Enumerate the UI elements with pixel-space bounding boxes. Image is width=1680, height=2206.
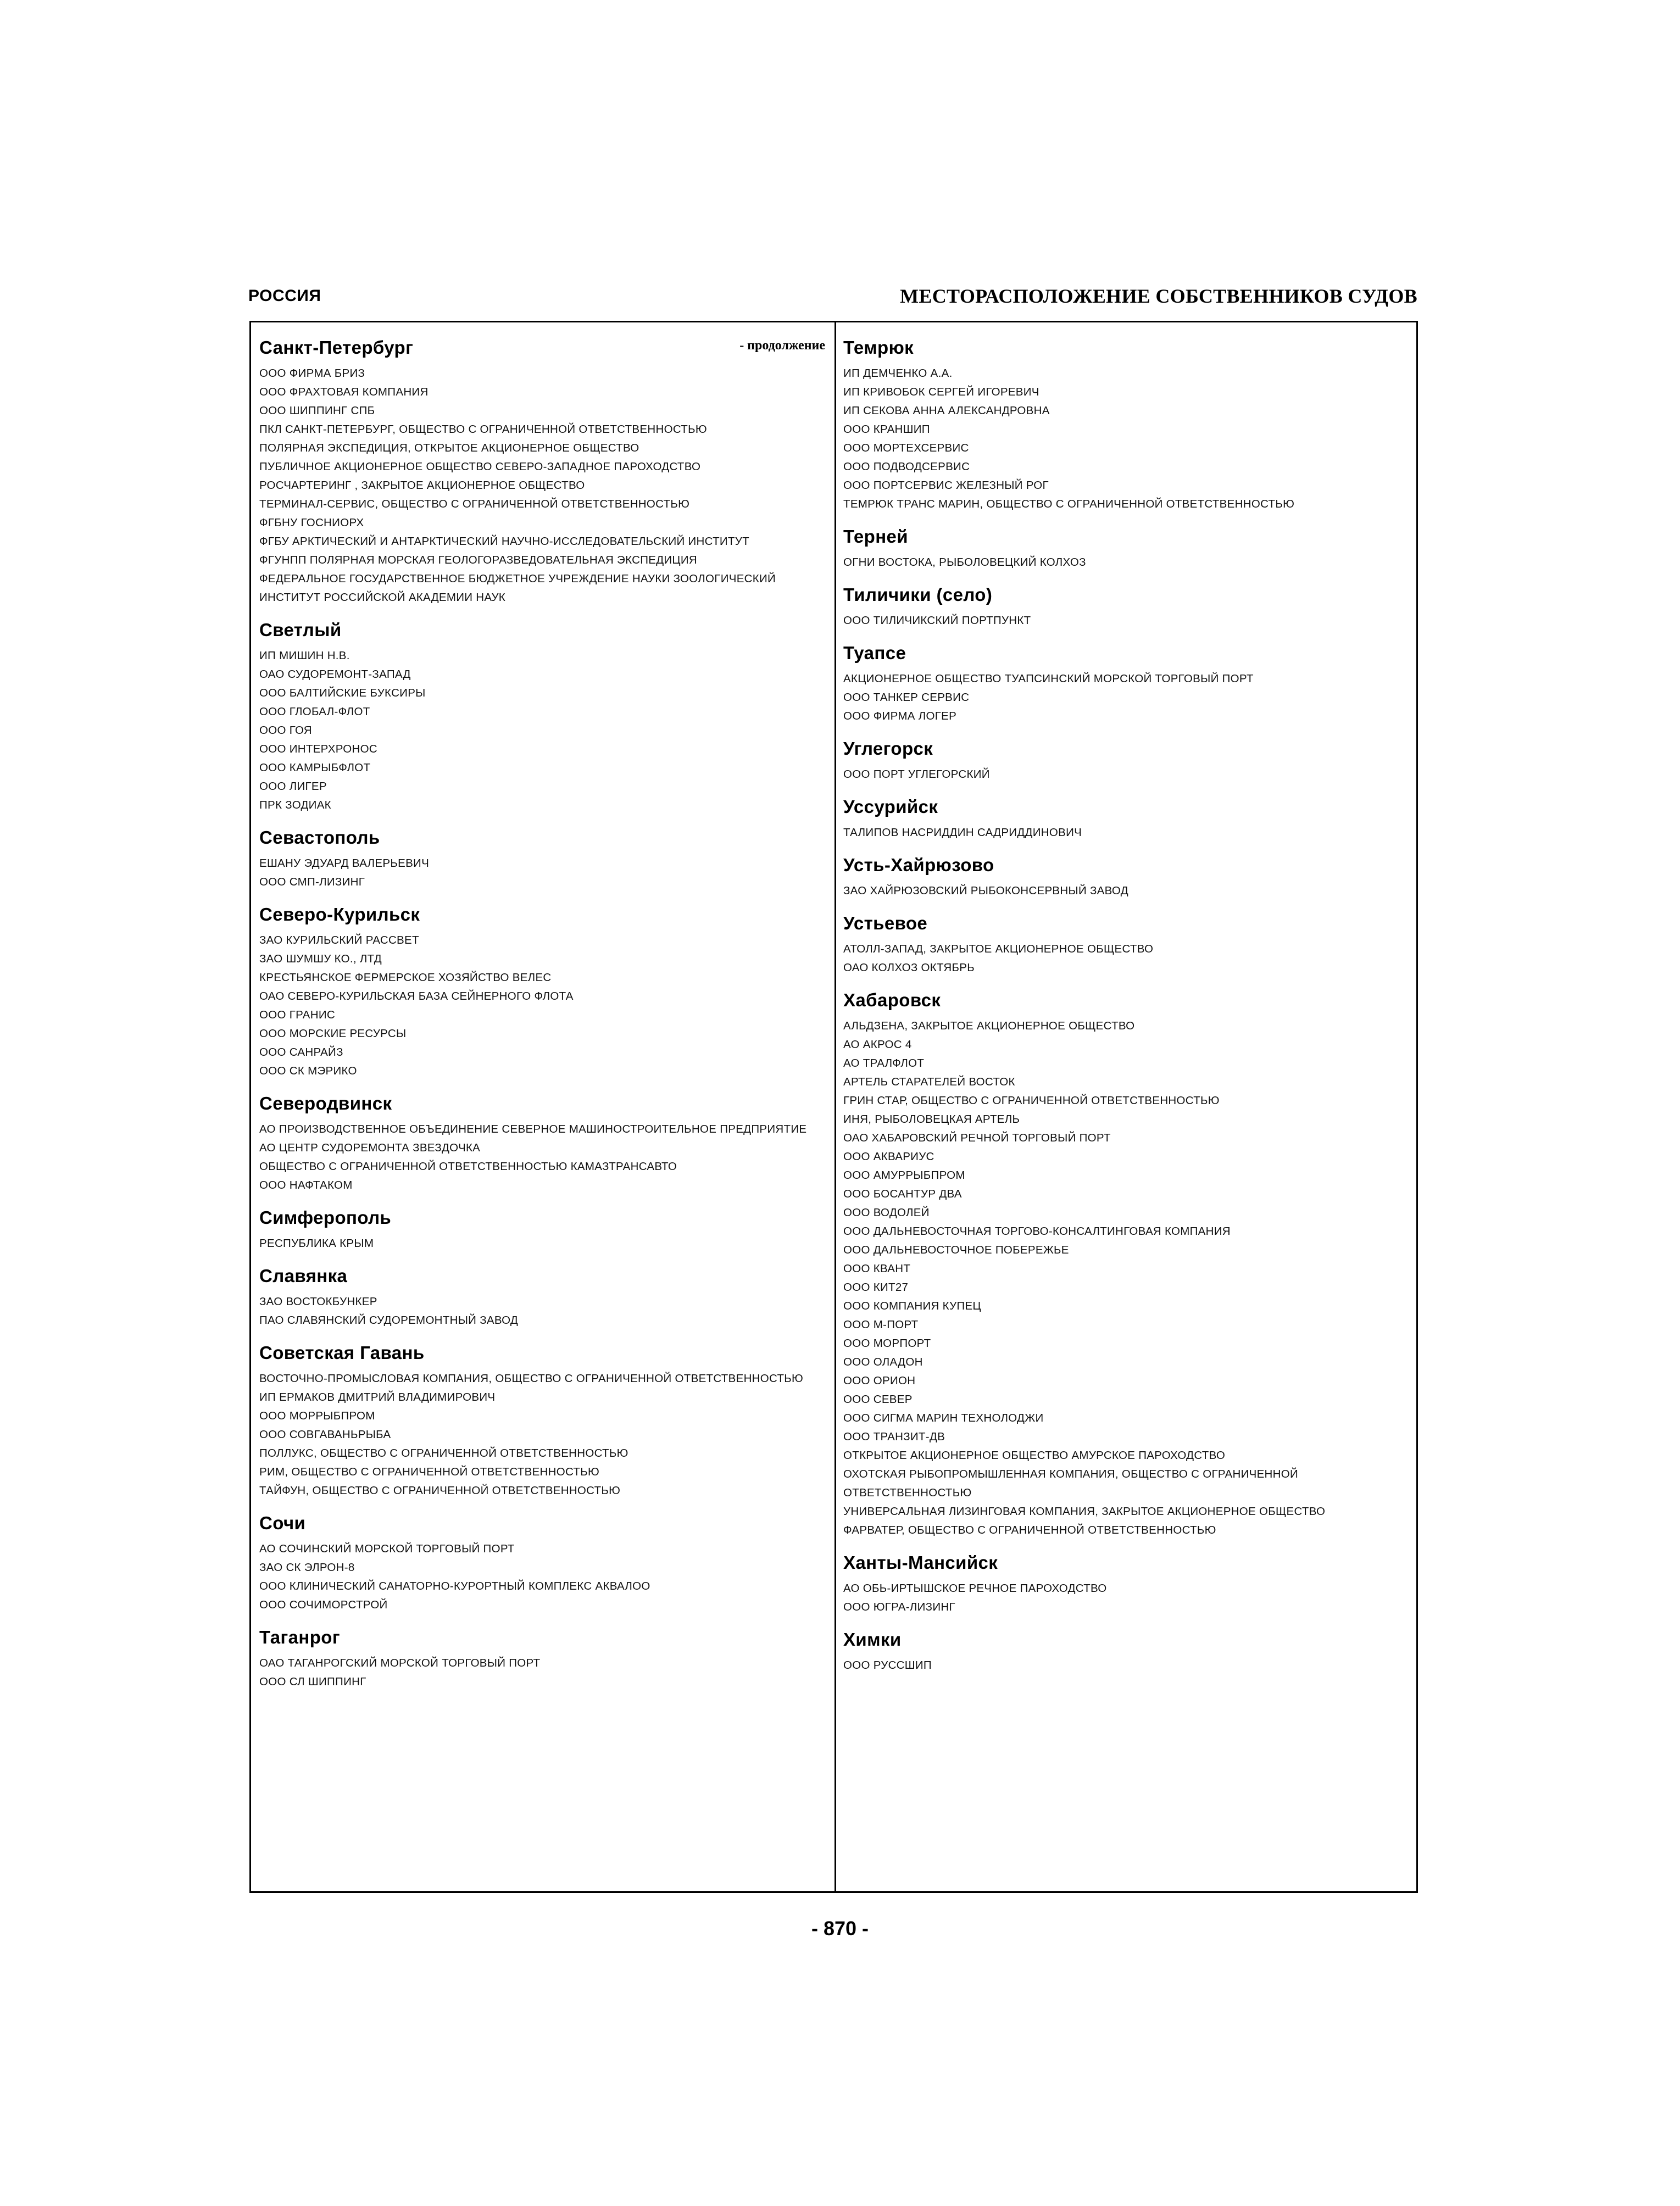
owner-entry: ПКЛ САНКТ-ПЕТЕРБУРГ, ОБЩЕСТВО С ОГРАНИЧЕННОЙ ОТВЕТСТВЕННОСТЬЮ [259,423,707,436]
owner-entry: АО ТРАЛФЛОТ [843,1057,925,1069]
city-heading-row [259,615,825,645]
city-heading-row [843,1547,1409,1578]
city-heading: Славянка [259,1266,348,1286]
owner-entry: ООО НАФТАКОМ [259,1179,353,1191]
owner-entry: ЕШАНУ ЭДУАРД ВАЛЕРЬЕВИЧ [259,857,430,870]
city-heading: Тиличики (село) [843,584,993,605]
owner-list [259,1120,825,1195]
owner-entry: ООО МОРСКИЕ РЕСУРСЫ [259,1027,407,1040]
owner-list [843,940,1409,977]
city-section-усть-хайрюзово [843,850,1409,900]
city-section-северодвинск [259,1088,825,1195]
owner-entry: ООО ФИРМА БРИЗ [259,367,365,380]
owner-entry: ФЕДЕРАЛЬНОЕ ГОСУДАРСТВЕННОЕ БЮДЖЕТНОЕ УЧРЕЖДЕНИЕ НАУКИ ЗООЛОГИЧЕСКИЙ ИНСТИТУТ РОССИЙСКОЙ АКАДЕМИИ НАУК [259,572,776,604]
owner-entry: ООО БАЛТИЙСКИЕ БУКСИРЫ [259,687,426,699]
running-head-title: МЕСТОРАСПОЛОЖЕНИЕ СОБСТВЕННИКОВ СУДОВ [900,285,1417,307]
owner-entry: ООО ПОРТСЕРВИС ЖЕЛЕЗНЫЙ РОГ [843,479,1049,492]
city-heading: Химки [843,1629,902,1650]
city-heading: Светлый [259,620,342,640]
owner-entry: ООО САНРАЙЗ [259,1046,343,1059]
right-column [843,332,1409,1683]
owner-list [843,1017,1409,1540]
owner-entry: ЗАО СК ЭЛРОН-8 [259,1561,355,1574]
owner-entry: АО ОБЬ-ИРТЫШСКОЕ РЕЧНОЕ ПАРОХОДСТВО [843,1582,1107,1595]
owner-entry: ПУБЛИЧНОЕ АКЦИОНЕРНОЕ ОБЩЕСТВО СЕВЕРО-ЗАПАДНОЕ ПАРОХОДСТВО [259,460,701,473]
owner-entry: РЕСПУБЛИКА КРЫМ [259,1237,374,1250]
city-heading-row [259,1622,825,1653]
owner-entry: ПРК ЗОДИАК [259,799,331,811]
city-section-терней [843,521,1409,572]
city-heading-row [259,822,825,853]
owner-entry: АО АКРОС 4 [843,1038,912,1051]
owner-entry: ОХОТСКАЯ РЫБОПРОМЫШЛЕННАЯ КОМПАНИЯ, ОБЩЕСТВО С ОГРАНИЧЕННОЙ ОТВЕТСТВЕННОСТЬЮ [843,1468,1299,1499]
owner-entry: ООО КРАНШИП [843,423,930,436]
city-heading: Северодвинск [259,1093,392,1113]
owner-entry: ООО СМП-ЛИЗИНГ [259,876,365,888]
owner-entry: ОАО ТАГАНРОГСКИЙ МОРСКОЙ ТОРГОВЫЙ ПОРТ [259,1657,541,1669]
owner-entry: ООО АКВАРИУС [843,1150,934,1163]
owner-list [843,765,1409,784]
city-heading: Севастополь [259,827,380,848]
owner-entry: ПОЛЛУКС, ОБЩЕСТВО С ОГРАНИЧЕННОЙ ОТВЕТСТВЕННОСТЬЮ [259,1447,628,1459]
owner-entry: ООО КИТ27 [843,1281,909,1294]
owner-entry: КРЕСТЬЯНСКОЕ ФЕРМЕРСКОЕ ХОЗЯЙСТВО ВЕЛЕС [259,971,552,984]
owner-entry: ООО КАМРЫБФЛОТ [259,761,371,774]
city-heading: Усть-Хайрюзово [843,855,994,875]
owner-entry: ООО МОРПОРТ [843,1337,931,1350]
owner-list [259,364,825,607]
continued-note: - продолжение [739,338,825,353]
listing-frame [249,321,1418,1893]
owner-entry: ТЕРМИНАЛ-СЕРВИС, ОБЩЕСТВО С ОГРАНИЧЕННОЙ ОТВЕТСТВЕННОСТЬЮ [259,498,690,510]
owner-entry: ТАЙФУН, ОБЩЕСТВО С ОГРАНИЧЕННОЙ ОТВЕТСТВЕННОСТЬЮ [259,1484,621,1497]
page-number: - 870 - [811,1917,869,1940]
owner-list [259,931,825,1080]
city-heading-row [843,792,1409,822]
city-heading-row [843,985,1409,1016]
column-divider [835,322,836,1891]
owner-entry: ООО ОРИОН [843,1374,916,1387]
owner-entry: АРТЕЛЬ СТАРАТЕЛЕЙ ВОСТОК [843,1076,1015,1088]
owner-entry: ООО ФИРМА ЛОГЕР [843,710,957,722]
owner-entry: ООО РУССШИП [843,1659,932,1672]
owner-entry: ООО МОРРЫБПРОМ [259,1410,375,1422]
owner-entry: ТАЛИПОВ НАСРИДДИН САДРИДДИНОВИЧ [843,826,1082,839]
owner-entry: ПАО СЛАВЯНСКИЙ СУДОРЕМОНТНЫЙ ЗАВОД [259,1314,519,1327]
owner-entry: ООО ДАЛЬНЕВОСТОЧНАЯ ТОРГОВО-КОНСАЛТИНГОВАЯ КОМПАНИЯ [843,1225,1231,1238]
city-heading: Симферополь [259,1207,392,1228]
owner-entry: АКЦИОНЕРНОЕ ОБЩЕСТВО ТУАПСИНСКИЙ МОРСКОЙ ТОРГОВЫЙ ПОРТ [843,672,1254,685]
owner-entry: ООО ЮГРА-ЛИЗИНГ [843,1601,955,1613]
city-section-ханты-мансийск [843,1547,1409,1617]
city-heading-row [843,850,1409,881]
owner-entry: ИП ЕРМАКОВ ДМИТРИЙ ВЛАДИМИРОВИЧ [259,1391,496,1403]
owner-entry: ОАО КОЛХОЗ ОКТЯБРЬ [843,961,975,974]
city-section-славянка [259,1261,825,1330]
city-section-таганрог [259,1622,825,1691]
city-heading-row [843,638,1409,669]
city-heading-row [259,1088,825,1119]
owner-entry: АТОЛЛ-ЗАПАД, ЗАКРЫТОЕ АКЦИОНЕРНОЕ ОБЩЕСТВО [843,943,1154,955]
owner-entry: ВОСТОЧНО-ПРОМЫСЛОВАЯ КОМПАНИЯ, ОБЩЕСТВО С ОГРАНИЧЕННОЙ ОТВЕТСТВЕННОСТЬЮ [259,1372,804,1385]
owner-entry: ООО МОРТЕХСЕРВИС [843,442,969,454]
owner-entry: ОГНИ ВОСТОКА, РЫБОЛОВЕЦКИЙ КОЛХОЗ [843,556,1086,569]
owner-entry: ФГБНУ ГОСНИОРХ [259,516,364,529]
owner-entry: ОАО СЕВЕРО-КУРИЛЬСКАЯ БАЗА СЕЙНЕРНОГО ФЛОТА [259,990,574,1002]
city-section-севастополь [259,822,825,892]
owner-entry: ООО ТРАНЗИТ-ДВ [843,1430,945,1443]
city-heading: Устьевое [843,913,928,933]
city-heading-row [843,521,1409,552]
owner-list [259,1540,825,1614]
city-heading: Туапсе [843,643,906,663]
owner-entry: ООО ГОЯ [259,724,312,737]
owner-list [843,611,1409,630]
city-heading-row [259,1261,825,1291]
city-section-тиличики-село [843,580,1409,630]
owner-entry: ЗАО КУРИЛЬСКИЙ РАССВЕТ [259,934,419,946]
owner-entry: ЗАО ХАЙРЮЗОВСКИЙ РЫБОКОНСЕРВНЫЙ ЗАВОД [843,884,1128,897]
owner-entry: ООО ТАНКЕР СЕРВИС [843,691,970,704]
owner-entry: ФГБУ АРКТИЧЕСКИЙ И АНТАРКТИЧЕСКИЙ НАУЧНО-ИССЛЕДОВАТЕЛЬСКИЙ ИНСТИТУТ [259,535,749,548]
owner-entry: ИП МИШИН Н.В. [259,649,350,662]
owner-list [843,882,1409,900]
owner-list [843,823,1409,842]
city-heading-row [843,580,1409,610]
owner-entry: РОСЧАРТЕРИНГ , ЗАКРЫТОЕ АКЦИОНЕРНОЕ ОБЩЕСТВО [259,479,585,492]
owner-entry: ООО СОВГАВАНЬРЫБА [259,1428,391,1441]
owner-list [843,1656,1409,1675]
owner-list [843,1579,1409,1617]
city-heading: Ханты-Мансийск [843,1552,998,1573]
city-section-туапсе [843,638,1409,726]
owner-entry: ООО КВАНТ [843,1262,911,1275]
owner-entry: ООО ФРАХТОВАЯ КОМПАНИЯ [259,386,429,398]
owner-entry: ПОЛЯРНАЯ ЭКСПЕДИЦИЯ, ОТКРЫТОЕ АКЦИОНЕРНОЕ ОБЩЕСТВО [259,442,639,454]
owner-entry: ООО ОЛАДОН [843,1356,923,1368]
owner-entry: ООО ДАЛЬНЕВОСТОЧНОЕ ПОБЕРЕЖЬЕ [843,1244,1069,1256]
owner-entry: ООО СОЧИМОРСТРОЙ [259,1598,388,1611]
city-heading-row [843,908,1409,939]
city-section-светлый [259,615,825,815]
owner-list [843,364,1409,514]
owner-entry: ООО СК МЭРИКО [259,1065,357,1077]
city-heading-row [843,1624,1409,1655]
owner-entry: ООО ПОРТ УГЛЕГОРСКИЙ [843,768,990,781]
city-heading: Уссурийск [843,796,938,817]
owner-entry: ОТКРЫТОЕ АКЦИОНЕРНОЕ ОБЩЕСТВО АМУРСКОЕ ПАРОХОДСТВО [843,1449,1226,1462]
owner-entry: АО ЦЕНТР СУДОРЕМОНТА ЗВЕЗДОЧКА [259,1141,481,1154]
city-section-химки [843,1624,1409,1675]
city-section-санкт-петербург [259,332,825,607]
owner-entry: ООО ТИЛИЧИКСКИЙ ПОРТПУНКТ [843,614,1031,627]
owner-entry: ЗАО ШУМШУ КО., ЛТД [259,952,382,965]
city-heading-row [259,332,825,363]
owner-entry: ООО КЛИНИЧЕСКИЙ САНАТОРНО-КУРОРТНЫЙ КОМПЛЕКС АКВАЛОО [259,1580,650,1592]
owner-list [259,1234,825,1253]
owner-entry: ИП СЕКОВА АННА АЛЕКСАНДРОВНА [843,404,1050,417]
city-section-углегорск [843,733,1409,784]
city-heading: Таганрог [259,1627,340,1647]
owner-list [259,1293,825,1330]
owner-entry: ООО ШИППИНГ СПБ [259,404,375,417]
city-heading-row [259,1508,825,1539]
city-heading: Углегорск [843,738,933,759]
city-section-устьевое [843,908,1409,977]
city-section-советская-гавань [259,1338,825,1500]
owner-entry: ООО ЛИГЕР [259,780,327,793]
city-heading: Санкт-Петербург [259,337,414,358]
city-section-симферополь [259,1202,825,1253]
owner-entry: ИНЯ, РЫБОЛОВЕЦКАЯ АРТЕЛЬ [843,1113,1020,1126]
owner-entry: ИП КРИВОБОК СЕРГЕЙ ИГОРЕВИЧ [843,386,1039,398]
owner-entry: ГРИН СТАР, ОБЩЕСТВО С ОГРАНИЧЕННОЙ ОТВЕТСТВЕННОСТЬЮ [843,1094,1220,1107]
owner-entry: ОАО ХАБАРОВСКИЙ РЕЧНОЙ ТОРГОВЫЙ ПОРТ [843,1132,1111,1144]
running-head-country: РОССИЯ [248,287,321,305]
owner-entry: ИП ДЕМЧЕНКО А.А. [843,367,953,380]
city-heading-row [259,1202,825,1233]
owner-entry: ООО СЛ ШИППИНГ [259,1675,366,1688]
owner-entry: ООО ВОДОЛЕЙ [843,1206,930,1219]
owner-entry: ФГУНПП ПОЛЯРНАЯ МОРСКАЯ ГЕОЛОГОРАЗВЕДОВАТЕЛЬНАЯ ЭКСПЕДИЦИЯ [259,554,698,566]
owner-entry: ООО ГЛОБАЛ-ФЛОТ [259,705,370,718]
owner-list [843,553,1409,572]
owner-list [259,1654,825,1691]
owner-entry: ЗАО ВОСТОКБУНКЕР [259,1295,377,1308]
city-section-хабаровск [843,985,1409,1540]
city-section-сочи [259,1508,825,1614]
city-heading: Советская Гавань [259,1342,425,1363]
left-column [259,332,825,1699]
city-section-уссурийск [843,792,1409,842]
city-section-северо-курильск [259,899,825,1080]
city-heading: Северо-Курильск [259,904,420,924]
owner-entry: ОБЩЕСТВО С ОГРАНИЧЕННОЙ ОТВЕТСТВЕННОСТЬЮ КАМАЗТРАНСАВТО [259,1160,677,1173]
owner-entry: ОАО СУДОРЕМОНТ-ЗАПАД [259,668,411,681]
city-heading: Терней [843,526,908,547]
owner-entry: РИМ, ОБЩЕСТВО С ОГРАНИЧЕННОЙ ОТВЕТСТВЕННОСТЬЮ [259,1466,600,1478]
owner-entry: ООО ПОДВОДСЕРВИС [843,460,970,473]
owner-list [259,647,825,815]
owner-entry: ТЕМРЮК ТРАНС МАРИН, ОБЩЕСТВО С ОГРАНИЧЕННОЙ ОТВЕТСТВЕННОСТЬЮ [843,498,1295,510]
owner-entry: ООО БОСАНТУР ДВА [843,1188,962,1200]
owner-entry: ООО СИГМА МАРИН ТЕХНОЛОДЖИ [843,1412,1044,1424]
owner-entry: АО СОЧИНСКИЙ МОРСКОЙ ТОРГОВЫЙ ПОРТ [259,1542,515,1555]
owner-list [259,1369,825,1500]
city-heading: Темрюк [843,337,914,358]
owner-list [259,854,825,892]
owner-entry: АО ПРОИЗВОДСТВЕННОЕ ОБЪЕДИНЕНИЕ СЕВЕРНОЕ МАШИНОСТРОИТЕЛЬНОЕ ПРЕДПРИЯТИЕ [259,1123,807,1135]
city-heading-row [259,899,825,930]
city-heading-row [843,332,1409,363]
city-section-темрюк [843,332,1409,514]
owner-entry: ООО СЕВЕР [843,1393,913,1406]
owner-entry: ООО М-ПОРТ [843,1318,919,1331]
city-heading-row [843,733,1409,764]
owner-list [843,670,1409,726]
owner-entry: ООО ИНТЕРХРОНОС [259,743,377,755]
owner-entry: УНИВЕРСАЛЬНАЯ ЛИЗИНГОВАЯ КОМПАНИЯ, ЗАКРЫТОЕ АКЦИОНЕРНОЕ ОБЩЕСТВО [843,1505,1326,1518]
owner-entry: ООО КОМПАНИЯ КУПЕЦ [843,1300,981,1312]
owner-entry: ООО ГРАНИС [259,1009,335,1021]
city-heading: Сочи [259,1513,306,1533]
city-heading: Хабаровск [843,990,941,1010]
city-heading-row [259,1338,825,1368]
owner-entry: ООО АМУРРЫБПРОМ [843,1169,965,1182]
owner-entry: АЛЬДЗЕНА, ЗАКРЫТОЕ АКЦИОНЕРНОЕ ОБЩЕСТВО [843,1020,1135,1032]
owner-entry: ФАРВАТЕР, ОБЩЕСТВО С ОГРАНИЧЕННОЙ ОТВЕТСТВЕННОСТЬЮ [843,1524,1216,1536]
